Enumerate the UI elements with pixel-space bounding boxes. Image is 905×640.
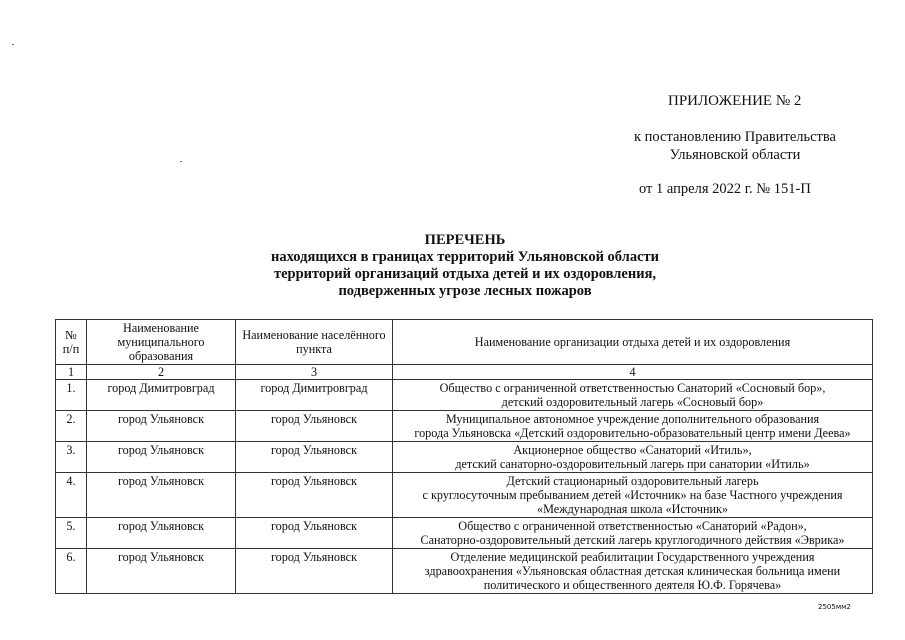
row-organization — [393, 442, 873, 473]
org-line: детский оздоровительный лагерь «Сосновый бор» — [501, 395, 764, 409]
table-header-row — [56, 320, 873, 365]
org-line: политического и общественного деятеля Ю.Ф. Горячева» — [483, 578, 782, 592]
row-organization — [393, 380, 873, 411]
row-settlement: город Ульяновск — [236, 411, 393, 442]
org-line: Общество с ограниченной ответственностью Санаторий «Сосновый бор», — [439, 381, 826, 395]
organizations-table — [55, 319, 873, 594]
row-municipality: город Ульяновск — [87, 411, 236, 442]
org-line: «Международная школа «Источник» — [536, 502, 729, 516]
row-settlement: город Ульяновск — [236, 549, 393, 594]
row-num: 2. — [56, 411, 87, 442]
row-municipality: город Ульяновск — [87, 518, 236, 549]
column-number: 2 — [87, 365, 236, 380]
row-organization — [393, 549, 873, 594]
row-settlement: город Димитровград — [236, 380, 393, 411]
table-row — [56, 549, 873, 594]
title-line4: подверженных угрозе лесных пожаров — [338, 283, 592, 299]
row-organization — [393, 518, 873, 549]
row-municipality: город Димитровград — [87, 380, 236, 411]
title-line2: находящихся в границах территорий Ульяновской области — [271, 249, 659, 265]
scan-speck — [12, 44, 14, 45]
row-municipality: город Ульяновск — [87, 549, 236, 594]
header-municipality: Наименование муниципального образования — [87, 320, 236, 365]
table-row — [56, 411, 873, 442]
row-num: 5. — [56, 518, 87, 549]
scan-code: 2505мм2 — [818, 603, 851, 611]
scan-speck — [180, 161, 182, 162]
org-line: Муниципальное автономное учреждение дополнительного образования — [445, 412, 820, 426]
org-line: Санаторно-оздоровительный детский лагерь круглогодичного действия «Эврика» — [420, 533, 845, 547]
org-line: Акционерное общество «Санаторий «Итиль», — [513, 443, 752, 457]
row-num: 4. — [56, 473, 87, 518]
decree-date: от 1 апреля 2022 г. № 151-П — [639, 181, 811, 197]
header-organization: Наименование организации отдыха детей и их оздоровления — [393, 320, 873, 365]
row-municipality: город Ульяновск — [87, 473, 236, 518]
org-line: с круглосуточным пребыванием детей «Источник» на базе Частного учреждения — [422, 488, 843, 502]
org-line: Детский стационарный оздоровительный лагерь — [506, 474, 759, 488]
row-settlement: город Ульяновск — [236, 518, 393, 549]
header-settlement: Наименование населённого пункта — [236, 320, 393, 365]
row-settlement: город Ульяновск — [236, 442, 393, 473]
document-title — [195, 232, 735, 300]
decree-reference-line2: Ульяновской области — [669, 147, 801, 164]
row-num: 1. — [56, 380, 87, 411]
decree-reference-line1: к постановлению Правительства — [634, 129, 836, 145]
org-line: Отделение медицинской реабилитации Государственного учреждения — [450, 550, 815, 564]
row-municipality: город Ульяновск — [87, 442, 236, 473]
table-row — [56, 380, 873, 411]
decree-reference — [604, 128, 866, 164]
title-line1: ПЕРЕЧЕНЬ — [424, 232, 506, 248]
row-organization — [393, 473, 873, 518]
org-line: здравоохранения «Ульяновская областная детская клиническая больница имени — [424, 564, 841, 578]
header-num: № п/п — [56, 320, 87, 365]
column-number: 3 — [236, 365, 393, 380]
row-num: 3. — [56, 442, 87, 473]
org-line: города Ульяновска «Детский оздоровительно-образовательный центр имени Деева» — [414, 426, 851, 440]
column-number: 1 — [56, 365, 87, 380]
column-number-row — [56, 365, 873, 380]
org-line: Общество с ограниченной ответственностью «Санаторий «Радон», — [458, 519, 807, 533]
appendix-label: ПРИЛОЖЕНИЕ № 2 — [668, 93, 802, 109]
table-row — [56, 518, 873, 549]
table-row — [56, 473, 873, 518]
row-organization — [393, 411, 873, 442]
row-settlement: город Ульяновск — [236, 473, 393, 518]
table-row — [56, 442, 873, 473]
title-line3: территорий организаций отдыха детей и их оздоровления, — [273, 266, 657, 282]
row-num: 6. — [56, 549, 87, 594]
org-line: детский санаторно-оздоровительный лагерь при санатории «Итиль» — [455, 457, 810, 471]
column-number: 4 — [393, 365, 873, 380]
